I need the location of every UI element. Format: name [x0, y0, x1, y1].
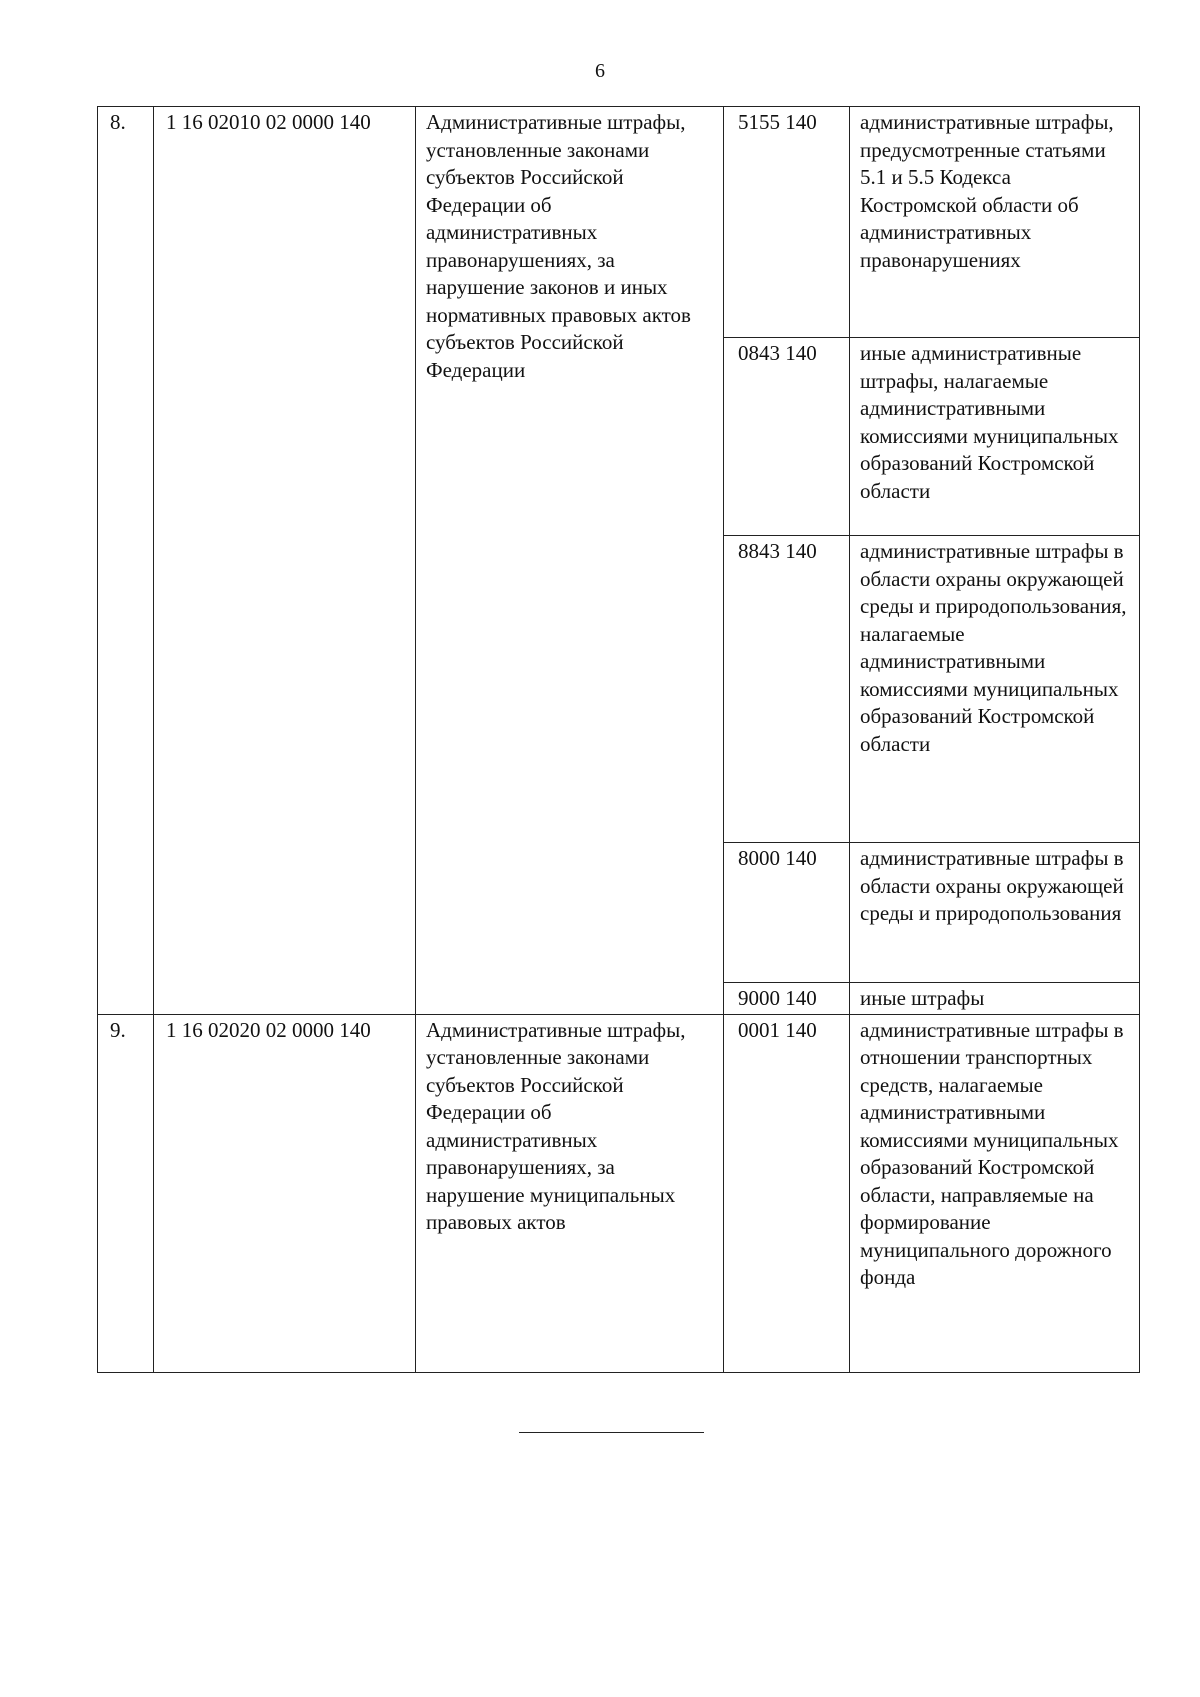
sub-description: административные штрафы в отношении транспортных средств, налагаемые административными комиссиями муниципальных образований Костромской области, направляемые на формирование муниципального дорожного фонда — [850, 1014, 1140, 1372]
sub-description: административные штрафы, предусмотренные статьями 5.1 и 5.5 Кодекса Костромской области об административных правонарушениях — [850, 107, 1140, 338]
sub-code: 0001 140 — [724, 1014, 850, 1372]
table-row — [98, 107, 1140, 338]
budget-code: 1 16 02010 02 0000 140 — [154, 107, 416, 1015]
sub-code: 0843 140 — [724, 338, 850, 536]
sub-code: 8000 140 — [724, 843, 850, 983]
row-number: 9. — [98, 1014, 154, 1372]
sub-code: 9000 140 — [724, 983, 850, 1015]
page-number: 6 — [595, 60, 605, 82]
sub-code: 5155 140 — [724, 107, 850, 338]
sub-code: 8843 140 — [724, 536, 850, 843]
income-description: Административные штрафы, установленные законами субъектов Российской Федерации об административных правонарушениях, за нарушение законов и иных нормативных правовых актов субъектов Российской Федерации — [416, 107, 724, 1015]
sub-description: административные штрафы в области охраны окружающей среды и природопользования, налагаемые административными комиссиями муниципальных образований Костромской области — [850, 536, 1140, 843]
budget-code: 1 16 02020 02 0000 140 — [154, 1014, 416, 1372]
sub-description: административные штрафы в области охраны окружающей среды и природопользования — [850, 843, 1140, 983]
fines-table — [97, 106, 1140, 1373]
sub-description: иные штрафы — [850, 983, 1140, 1015]
income-description: Административные штрафы, установленные законами субъектов Российской Федерации об административных правонарушениях, за нарушение муниципальных правовых актов — [416, 1014, 724, 1372]
sub-description: иные административные штрафы, налагаемые административными комиссиями муниципальных образований Костромской области — [850, 338, 1140, 536]
closing-divider — [519, 1432, 704, 1433]
row-number: 8. — [98, 107, 154, 1015]
table-row — [98, 1014, 1140, 1372]
